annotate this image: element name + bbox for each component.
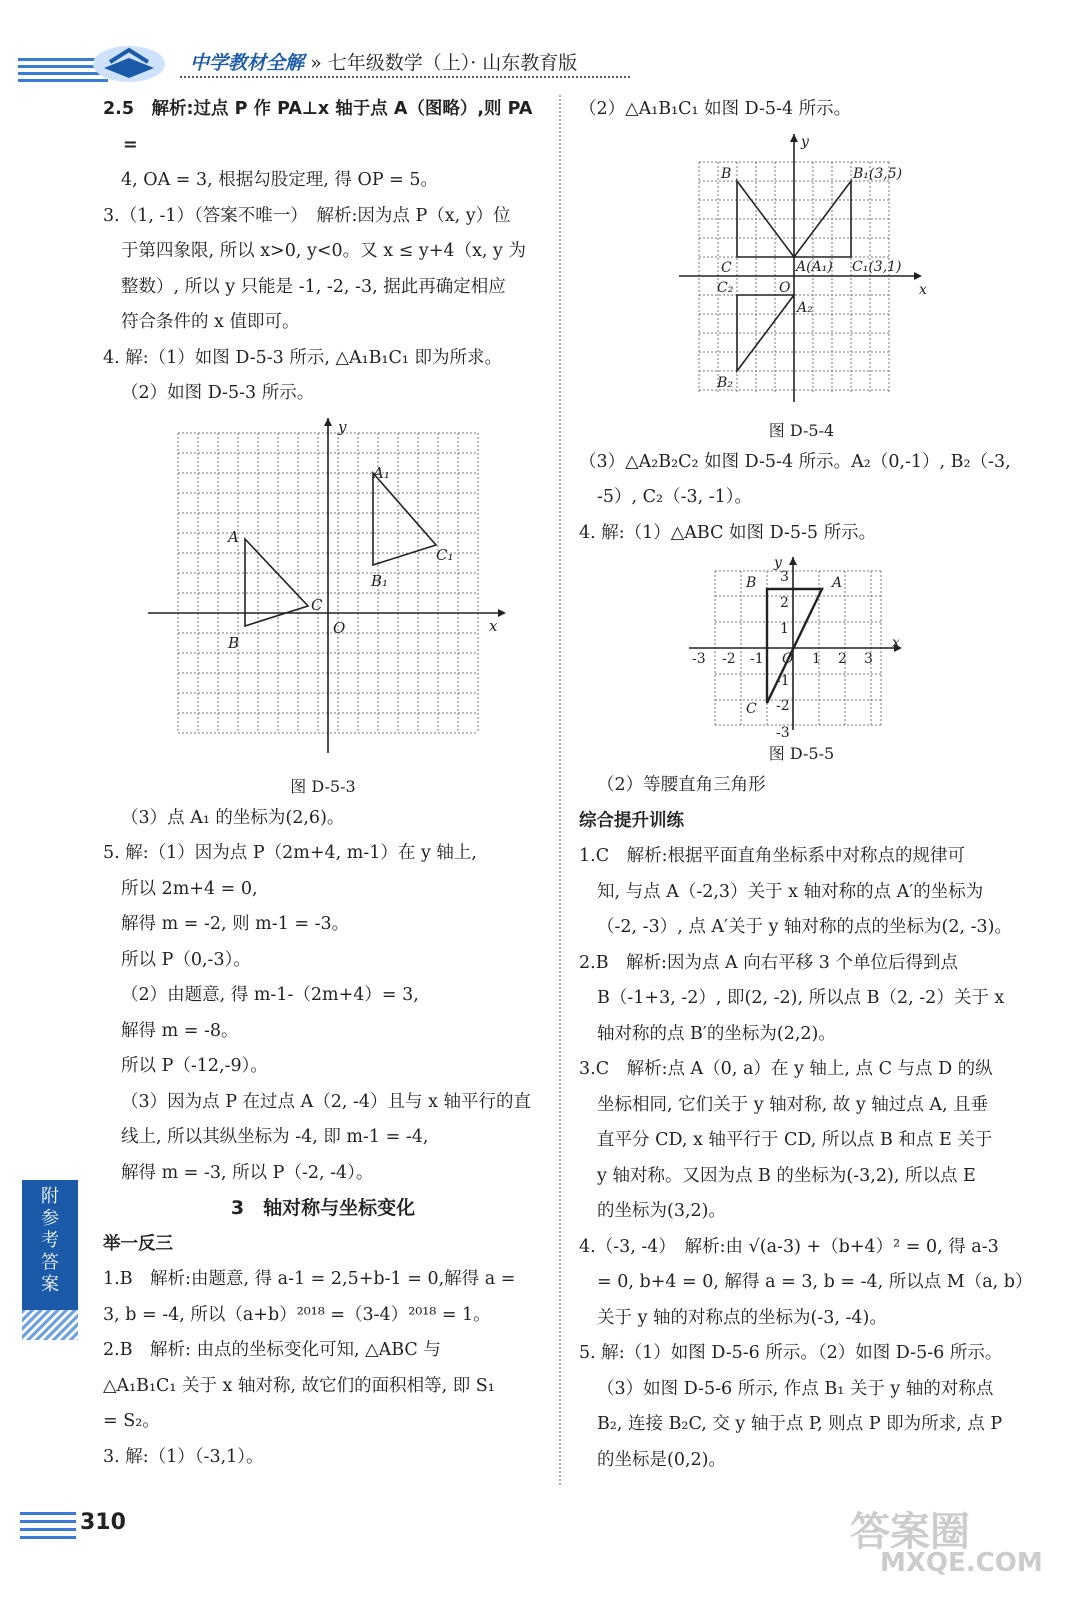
tick-y-3: 3 — [780, 569, 789, 585]
practice-2-cont2: = S₂。 — [103, 1411, 160, 1431]
label-x: x — [489, 616, 498, 635]
practice-3-part3: （3）△A₂B₂C₂ 如图 D-5-4 所示。A₂（0,-1）, B₂（-3, — [579, 451, 1011, 472]
caption-d-5-4: 图 D-5-4 — [768, 420, 835, 440]
exercise-5-cont3: 的坐标是(0,2)。 — [597, 1449, 726, 1470]
answer-5-line8: （3）因为点 P 在过点 A（2, -4）且与 x 轴平行的直 — [121, 1091, 532, 1112]
label-c: C — [746, 701, 757, 717]
tick-x-3: 3 — [864, 651, 873, 667]
label-aa1: A(A₁) — [796, 258, 833, 275]
subsection-title-2: 综合提升训练 — [579, 810, 684, 831]
tick-y-1: 1 — [780, 621, 789, 637]
answer-5-line10: 解得 m = -3, 所以 P（-2, -4）。 — [121, 1162, 374, 1183]
page-header — [0, 0, 1070, 90]
label-c: C — [721, 259, 732, 276]
label-o: O — [779, 279, 791, 296]
label-b: B — [746, 575, 757, 591]
label-a: A — [832, 575, 843, 591]
caption-d-5-3: 图 D-5-3 — [290, 776, 356, 796]
answer-2-5-cont: 4, OA = 3, 根据勾股定理, 得 OP = 5。 — [121, 170, 439, 190]
exercise-3: 3.C 解析:点 A（0, a）在 y 轴上, 点 C 与点 D 的纵 — [579, 1059, 993, 1079]
answer-5-line7: 所以 P（-12,-9）。 — [121, 1056, 268, 1076]
figure-d-5-3 — [133, 418, 533, 773]
practice-3-part3-cont: -5）, C₂（-3, -1）。 — [597, 487, 753, 507]
subsection-title: 举一反三 — [103, 1233, 173, 1254]
exercise-3-cont3: y 轴对称。又因为点 B 的坐标为(-3,2), 所以点 E — [597, 1165, 976, 1186]
label-c: C — [311, 595, 323, 614]
watermark-logo: 答案圈 — [850, 1509, 970, 1555]
triangle-a1b1c1 — [373, 473, 436, 565]
answer-5: 5. 解:（1）因为点 P（2m+4, m-1）在 y 轴上, — [103, 843, 477, 863]
exercise-5-cont2: B₂, 连接 B₂C, 交 y 轴于点 P, 则点 P 即为所求, 点 P — [597, 1414, 1003, 1434]
practice-1-cont: 3, b = -4, 所以（a+b）²⁰¹⁸ =（3-4）²⁰¹⁸ = 1。 — [103, 1304, 491, 1325]
page-number-stripes — [20, 1512, 76, 1544]
column-divider — [559, 95, 561, 1485]
tick-x-m2: -2 — [722, 651, 736, 667]
answer-4: 4. 解:（1）如图 D-5-3 所示, △A₁B₁C₁ 即为所求。 — [103, 347, 502, 368]
exercise-3-cont2: 直平分 CD, x 轴平行于 CD, 所以点 B 和点 E 关于 — [597, 1130, 993, 1150]
left-column — [103, 92, 543, 1475]
label-c1: C₁ — [436, 545, 454, 564]
triangle-abc — [737, 181, 794, 257]
book-logo-icon — [90, 38, 168, 84]
watermark-url: MXQE.COM — [880, 1548, 1043, 1578]
answer-3-cont2: 整数）, 所以 y 只能是 -1, -2, -3, 据此再确定相应 — [121, 276, 506, 297]
label-o: O — [782, 651, 794, 667]
label-b1: B₁(3,5) — [853, 165, 903, 182]
answer-3-cont3: 符合条件的 x 值即可。 — [121, 312, 300, 332]
header-title: 中学教材全解 » 七年级数学（上）· 山东教育版 — [190, 52, 578, 74]
practice-3: 3. 解:（1）（-3,1）。 — [103, 1446, 264, 1467]
tick-x-1: 1 — [812, 651, 821, 667]
answer-5-line5: （2）由题意, 得 m-1-（2m+4）= 3, — [121, 985, 419, 1005]
label-y: y — [338, 417, 347, 436]
caption-d-5-5: 图 D-5-5 — [768, 744, 835, 763]
appendix-tab-stripes — [22, 1310, 78, 1340]
exercise-3-cont4: 的坐标为(3,2)。 — [597, 1201, 726, 1221]
label-b: B — [721, 165, 732, 182]
label-o: O — [333, 618, 346, 637]
exercise-1: 1.C 解析:根据平面直角坐标系中对称点的规律可 — [579, 846, 965, 866]
label-x: x — [919, 281, 927, 298]
answer-4-part2: （2）如图 D-5-3 所示。 — [121, 383, 315, 403]
answer-3: 3.（1, -1）（答案不唯一） 解析:因为点 P（x, y）位 — [103, 205, 511, 226]
practice-4-part2: （2）等腰直角三角形 — [597, 775, 766, 795]
y-axis-arrow-icon — [789, 557, 797, 565]
tick-y-m2: -2 — [776, 698, 790, 714]
answer-5-line2: 所以 2m+4 = 0, — [121, 878, 258, 899]
exercise-2-cont1: B（-1+3, -2）, 即(2, -2), 所以点 B（2, -2）关于 x — [597, 988, 1005, 1008]
exercise-4-cont1: = 0, b+4 = 0, 解得 a = 3, b = -4, 所以点 M（a, b） — [597, 1272, 1033, 1292]
answer-5-line9: 线上, 所以其纵坐标为 -4, 即 m-1 = -4, — [121, 1127, 429, 1147]
label-b: B — [228, 633, 240, 652]
triangle-a1b1c1 — [794, 181, 851, 257]
tick-y-2: 2 — [780, 595, 789, 611]
appendix-tab: 附 参 考 答 案 — [22, 1180, 78, 1310]
exercise-1-cont2: （-2, -3）, 点 A′关于 y 轴对称的点的坐标为(2, -3)。 — [597, 917, 1012, 937]
practice-2: 2.B 解析: 由点的坐标变化可知, △ABC 与 — [103, 1340, 441, 1360]
triangle-a2b2c2 — [737, 295, 794, 371]
tick-x-2: 2 — [838, 651, 847, 667]
y-axis-arrow-icon — [790, 134, 798, 142]
label-a1: A₁ — [373, 463, 390, 482]
practice-3-part2: （2）△A₁B₁C₁ 如图 D-5-4 所示。 — [579, 99, 852, 119]
exercise-4: 4.（-3, -4） 解析:由 √(a-3) +（b+4）² = 0, 得 a-3 — [579, 1236, 999, 1257]
exercise-2: 2.B 解析:因为点 A 向右平移 3 个单位后得到点 — [579, 952, 958, 973]
label-x: x — [892, 635, 900, 651]
x-axis-arrow-icon — [914, 272, 922, 280]
answer-5-line4: 所以 P（0,-3）。 — [121, 949, 251, 970]
section-title: 3 轴对称与坐标变化 — [230, 1197, 416, 1219]
answer-5-line6: 解得 m = -8。 — [121, 1020, 239, 1041]
answer-4-part3: （3）点 A₁ 的坐标为(2,6)。 — [121, 807, 345, 828]
practice-1: 1.B 解析:由题意, 得 a-1 = 2,5+b-1 = 0,解得 a = — [103, 1269, 516, 1289]
label-b2: B₂ — [717, 374, 733, 391]
tick-y-m1: -1 — [776, 673, 790, 689]
page-number: 310 — [80, 1510, 126, 1535]
x-axis-arrow-icon — [498, 609, 506, 617]
exercise-2-cont2: 轴对称的点 B′的坐标为(2,2)。 — [597, 1023, 836, 1044]
answer-3-cont1: 于第四象限, 所以 x>0, y<0。又 x ≤ y+4（x, y 为 — [121, 241, 527, 261]
answer-2-5: 2.5 解析:过点 P 作 PA⊥x 轴于点 A（图略）,则 PA = — [103, 99, 533, 155]
tick-y-m3: -3 — [776, 725, 790, 740]
right-column — [579, 92, 1033, 1478]
tick-x-m3: -3 — [692, 651, 706, 667]
label-a2: A₂ — [797, 299, 813, 316]
figure-d-5-5 — [684, 555, 914, 740]
label-c1: C₁(3,1) — [852, 258, 902, 275]
exercise-5: 5. 解:（1）如图 D-5-6 所示。（2）如图 D-5-6 所示。 — [579, 1343, 1003, 1363]
label-b1: B₁ — [371, 571, 389, 590]
header-rule — [180, 76, 630, 78]
exercise-4-cont2: 关于 y 轴的对称点的坐标为(-3, -4)。 — [597, 1307, 887, 1328]
tick-x-m1: -1 — [750, 651, 764, 667]
practice-4: 4. 解:（1）△ABC 如图 D-5-5 所示。 — [579, 522, 877, 543]
label-y: y — [801, 133, 809, 150]
label-a: A — [228, 527, 239, 546]
label-y: y — [774, 555, 782, 571]
figure-d-5-4 — [669, 132, 969, 417]
y-axis-arrow-icon — [324, 418, 332, 426]
label-c2: C₂ — [717, 279, 734, 296]
answer-5-line3: 解得 m = -2, 则 m-1 = -3。 — [121, 914, 350, 934]
exercise-5-cont1: （3）如图 D-5-6 所示, 作点 B₁ 关于 y 轴的对称点 — [597, 1378, 994, 1399]
exercise-1-cont1: 知, 与点 A（-2,3）关于 x 轴对称的点 A′的坐标为 — [597, 881, 984, 902]
practice-2-cont1: △A₁B₁C₁ 关于 x 轴对称, 故它们的面积相等, 即 S₁ — [103, 1375, 495, 1396]
exercise-3-cont1: 坐标相同, 它们关于 y 轴对称, 故 y 轴过点 A, 且垂 — [597, 1094, 989, 1115]
